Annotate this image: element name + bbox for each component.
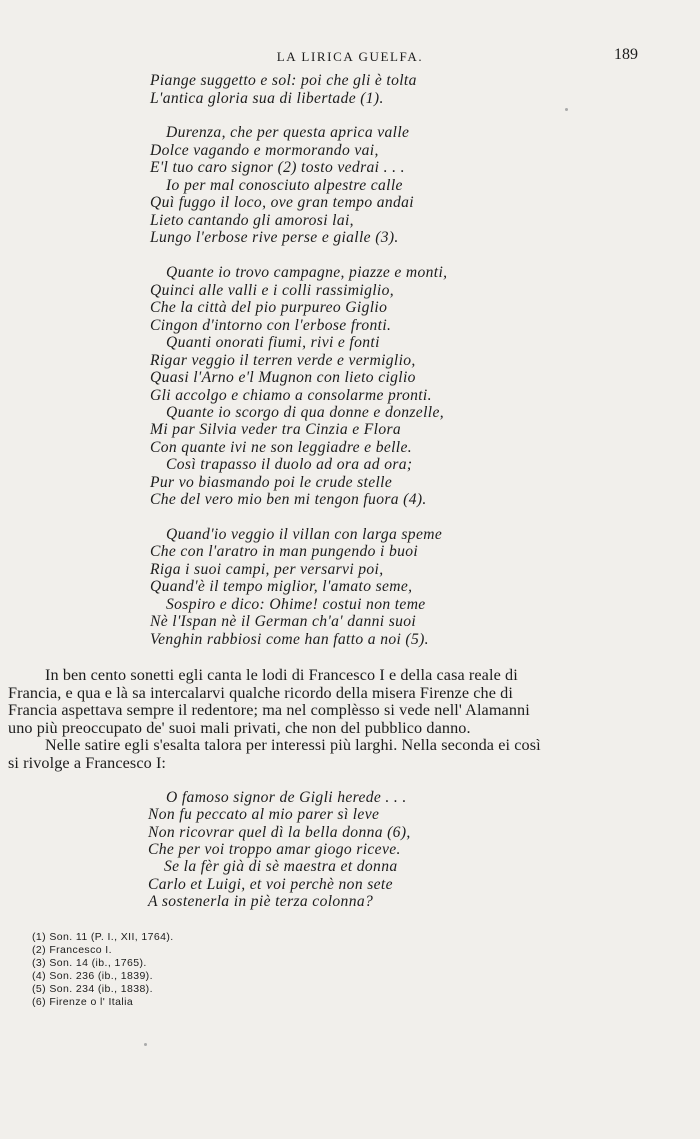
verse-line: L'antica gloria sua di libertade (1).	[150, 90, 384, 107]
scan-speck	[144, 1043, 147, 1046]
verse-line: Riga i suoi campi, per versarvi poi,	[150, 561, 384, 578]
verse-line: Così trapasso il duolo ad ora ad ora;	[166, 456, 413, 473]
verse-line: Quinci alle valli e i colli rassimiglio,	[150, 282, 394, 299]
verse-line: Quì fuggo il loco, ove gran tempo andai	[150, 194, 414, 211]
verse-line: Lieto cantando gli amorosi lai,	[150, 212, 354, 229]
prose-line: Nelle satire egli s'esalta talora per interessi più larghi. Nella seconda ei così	[45, 736, 541, 754]
verse-line: Pur vo biasmando poi le crude stelle	[150, 474, 393, 491]
verse-line: Non fu peccato al mio parer sì leve	[148, 806, 380, 823]
footnote: (3) Son. 14 (ib., 1765).	[32, 957, 147, 969]
verse-line: O famoso signor de Gigli herede . . .	[166, 789, 407, 806]
verse-line: Quanti onorati fiumi, rivi e fonti	[166, 334, 380, 351]
running-title: LA LIRICA GUELFA.	[276, 49, 424, 64]
verse-line: Io per mal conosciuto alpestre calle	[166, 177, 403, 194]
prose-line: Francia, e qua e là sa intercalarvi qualche ricordo della misera Firenze che di	[8, 684, 513, 702]
prose-line: si rivolge a Francesco I:	[8, 754, 167, 772]
footnote: (5) Son. 234 (ib., 1838).	[32, 983, 153, 995]
verse-line: Nè l'Ispan nè il German ch'a' danni suoi	[150, 613, 417, 630]
verse-line: Che del vero mio ben mi tengon fuora (4).	[150, 491, 427, 508]
footnote: (6) Firenze o l' Italia	[32, 996, 134, 1008]
verse-line: Che per voi troppo amar giogo riceve.	[148, 841, 401, 858]
verse-line: Rigar veggio il terren verde e vermiglio,	[150, 352, 416, 369]
verse-line: Mi par Silvia veder tra Cinzia e Flora	[150, 421, 402, 438]
verse-line: Che la città del pio purpureo Giglio	[150, 299, 388, 316]
verse-line: Quante io scorgo di qua donne e donzelle,	[166, 404, 444, 421]
verse-line: Che con l'aratro in man pungendo i buoi	[150, 543, 419, 560]
verse-line: Dolce vagando e mormorando vai,	[150, 142, 379, 159]
verse-line: Piange suggetto e sol: poi che gli è tolta	[150, 72, 417, 89]
verse-line: Quante io trovo campagne, piazze e monti,	[166, 264, 448, 281]
prose-line: In ben cento sonetti egli canta le lodi di Francesco I e della casa reale di	[45, 666, 518, 684]
verse-line: Lungo l'erbose rive perse e gialle (3).	[150, 229, 399, 246]
page-number: 189	[614, 46, 638, 63]
prose-line: Francia aspettava sempre il redentore; ma nel complèsso si vede nell' Alamanni	[8, 701, 530, 719]
verse-line: Venghin rabbiosi come han fatto a noi (5).	[150, 631, 429, 648]
verse-line: Durenza, che per questa aprica valle	[166, 124, 410, 141]
verse-line: A sostenerla in piè terza colonna?	[148, 893, 374, 910]
verse-line: Non ricovrar quel dì la bella donna (6),	[148, 824, 411, 841]
verse-line: Quand'io veggio il villan con larga speme	[166, 526, 443, 543]
verse-line: Cingon d'intorno con l'erbose fronti.	[150, 317, 392, 334]
prose-line: uno più preoccupato de' suoi mali privati, che non del pubblico danno.	[8, 719, 471, 737]
verse-line: Se la fèr già di sè maestra et donna	[164, 858, 398, 875]
verse-line: Quasi l'Arno e'l Mugnon con lieto ciglio	[150, 369, 416, 386]
footnote: (4) Son. 236 (ib., 1839).	[32, 970, 153, 982]
scan-speck	[565, 108, 568, 111]
verse-line: Quand'è il tempo miglior, l'amato seme,	[150, 578, 413, 595]
verse-line: Carlo et Luigi, et voi perchè non sete	[148, 876, 393, 893]
footnote: (1) Son. 11 (P. I., XII, 1764).	[32, 931, 174, 943]
verse-line: Con quante ivi ne son leggiadre e belle.	[150, 439, 412, 456]
verse-line: Sospiro e dico: Ohime! costui non teme	[166, 596, 426, 613]
footnote: (2) Francesco I.	[32, 944, 112, 956]
verse-line: E'l tuo caro signor (2) tosto vedrai . . .	[150, 159, 405, 176]
verse-line: Gli accolgo e chiamo a consolarme pronti.	[150, 387, 432, 404]
